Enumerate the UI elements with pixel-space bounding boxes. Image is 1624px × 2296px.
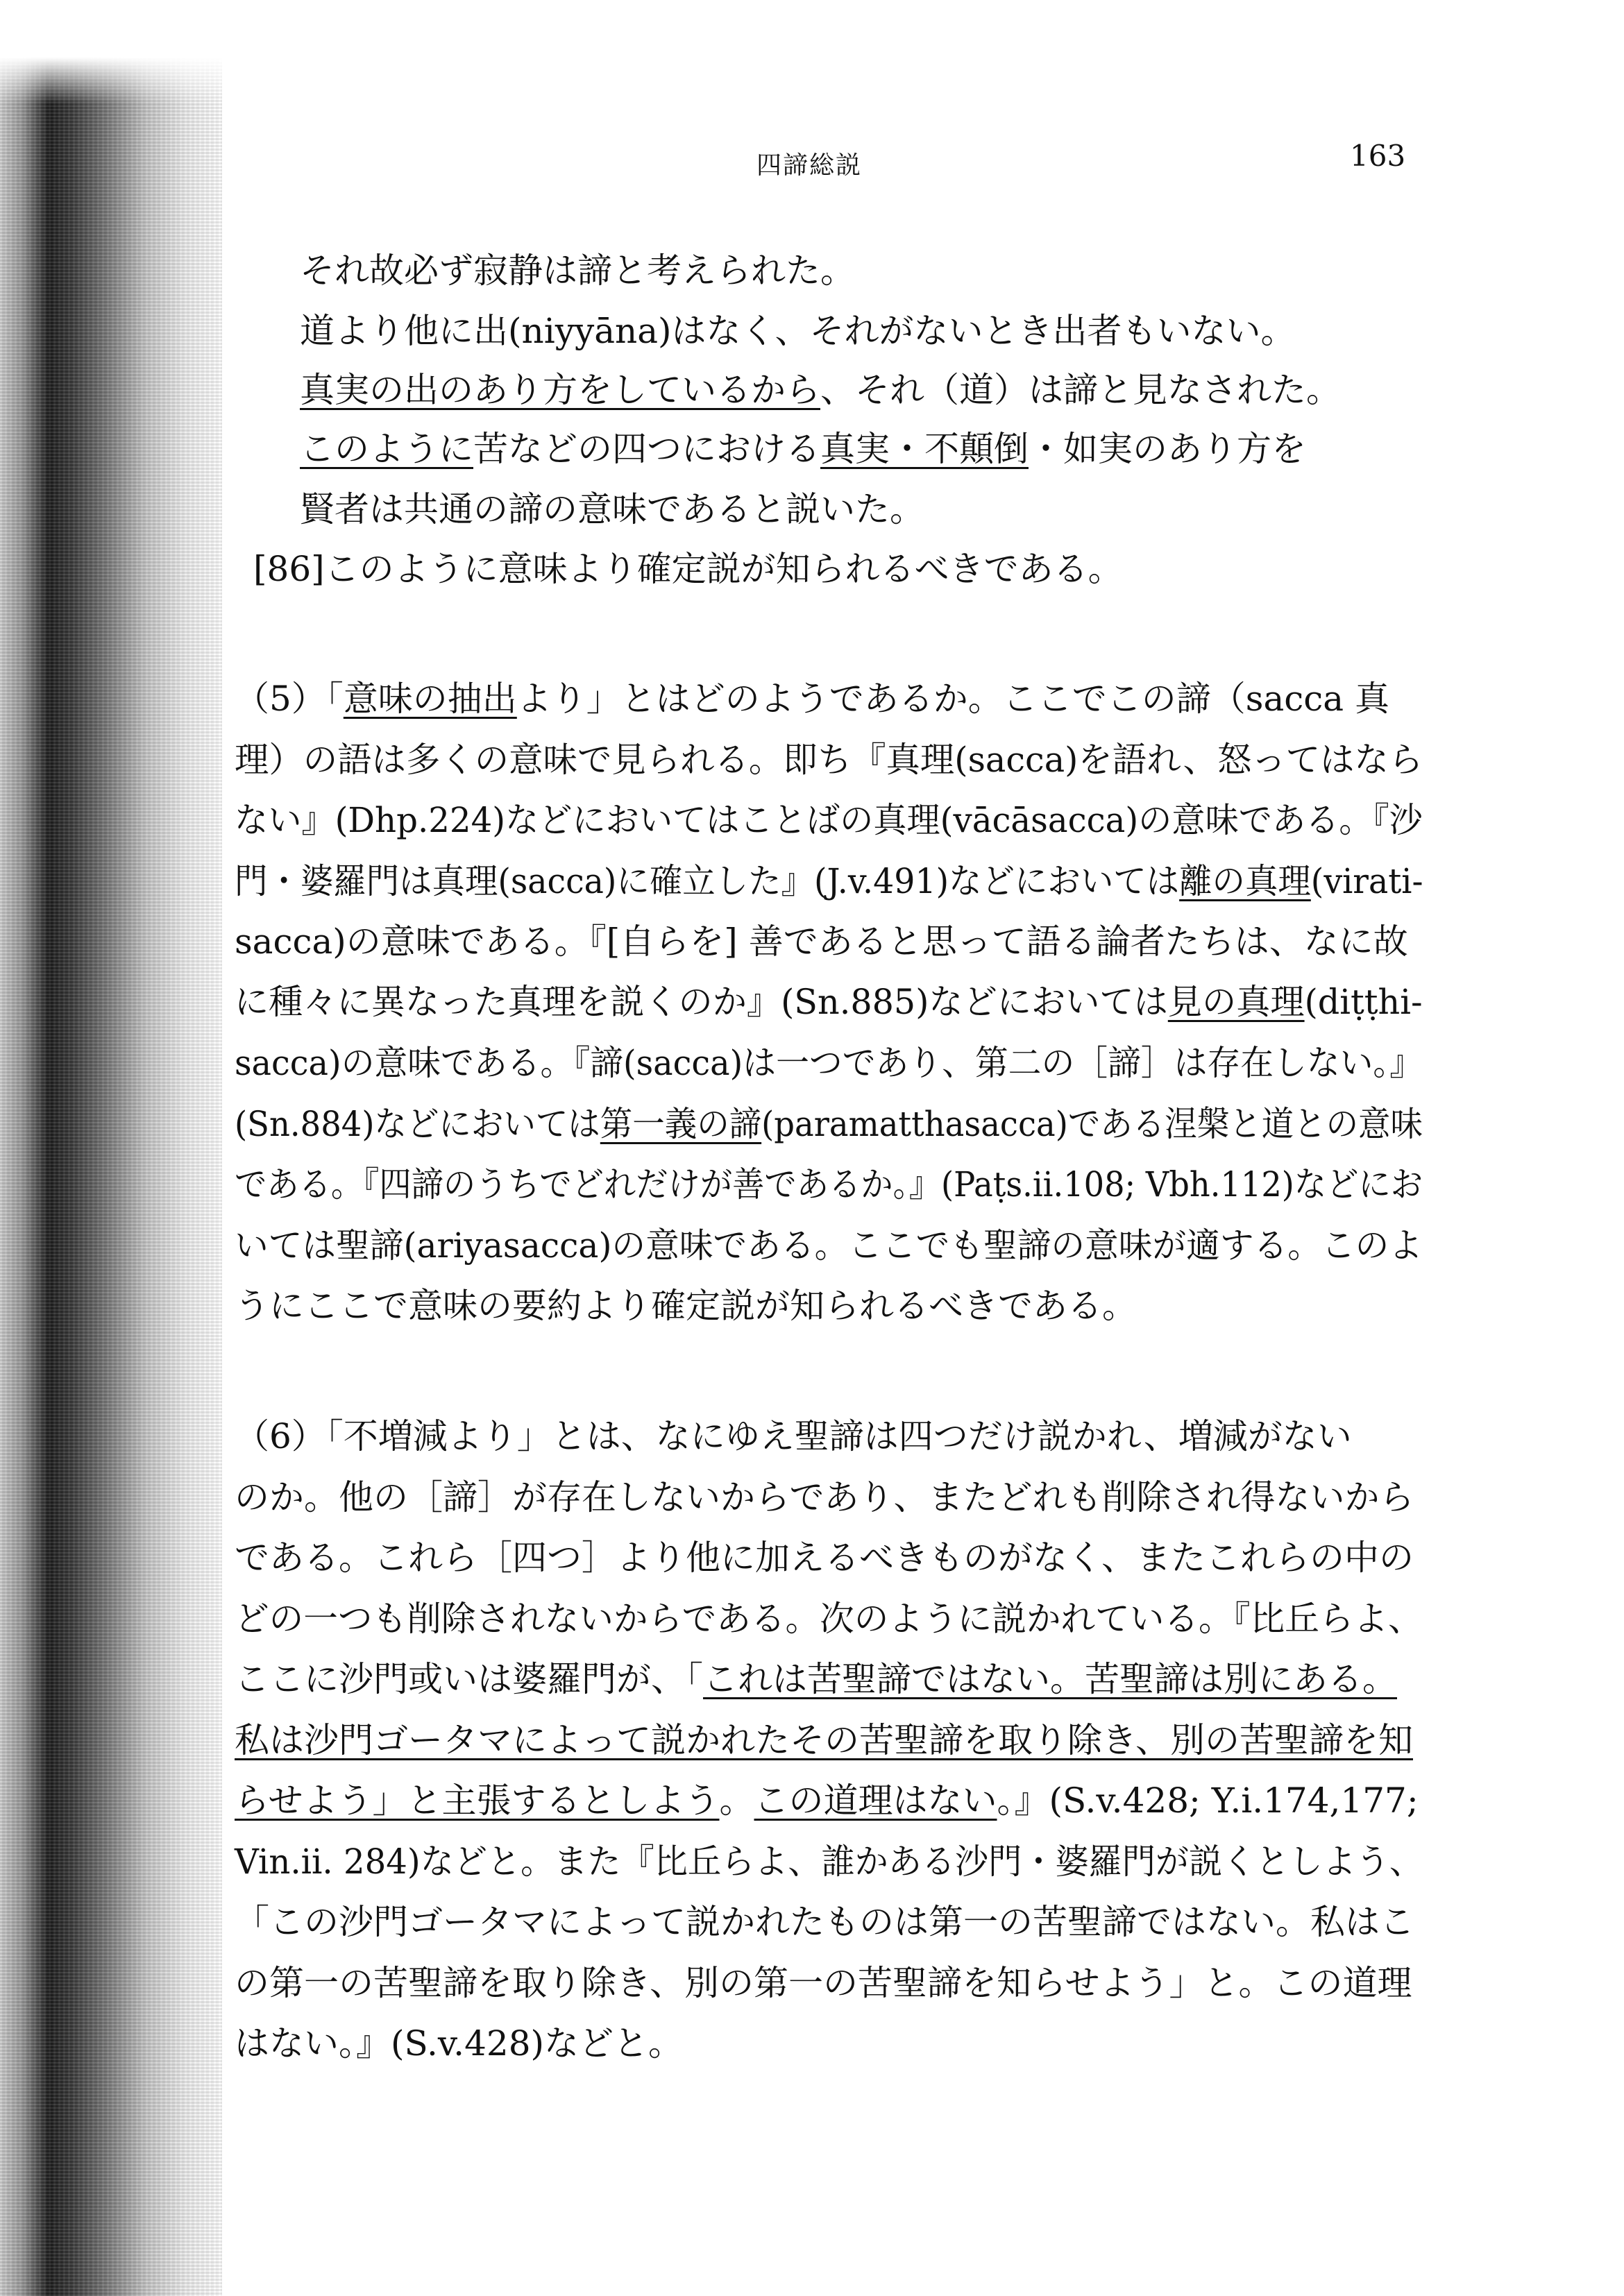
p5-text: (virati-: [1310, 861, 1423, 901]
p6-text: ここに沙門或いは婆羅門が、「: [235, 1659, 703, 1699]
p6-line-10: の第一の苦聖諦を取り除き、別の第一の苦聖諦を知らせよう」と。この道理: [235, 1963, 1412, 2003]
underlined-phrase: 私は沙門ゴータマによって説かれたその苦聖諦を取り除き、別の苦聖諦を知: [235, 1720, 1413, 1760]
p6-line-6: [235, 1719, 1413, 1761]
verse-text: ・如実のあり方を: [1029, 429, 1306, 469]
p6-line-7: [235, 1780, 1419, 1821]
binding-speckle: [0, 0, 222, 2296]
p6-text: 。: [719, 1780, 754, 1821]
p5-text: （5）「: [235, 679, 344, 719]
p5-line-3: ない』(Dhp.224)などにおいてはことばの真理(vācāsacca)の意味である。『沙: [235, 800, 1423, 840]
underlined-phrase: この道理はない: [754, 1780, 997, 1821]
verse-line-4: [300, 428, 1306, 470]
p5-line-1: [235, 678, 1389, 720]
p6-text: 。』(S.v.428; Y.i.174,177;: [997, 1780, 1419, 1821]
p5-line-11: うにここで意味の要約より確定説が知られるべきである。: [235, 1286, 1137, 1326]
p5-line-6: [235, 981, 1423, 1023]
underlined-phrase: らせよう」と主張するとしよう: [235, 1780, 720, 1821]
p6-line-5: [235, 1658, 1397, 1700]
underlined-phrase: 真実・不顛倒: [820, 429, 1029, 469]
p6-line-2: のか。他の［諦］が存在しないからであり、またどれも削除され得ないから: [235, 1477, 1414, 1517]
p6-line-4: どの一つも削除されないからである。次のように説かれている。『比丘らよ、: [235, 1599, 1423, 1639]
p5-line-9: である。『四諦のうちでどれだけが善であるか。』(Paṭs.ii.108; Vbh.112)などにお: [235, 1164, 1423, 1205]
underlined-phrase: 第一義の諦: [600, 1104, 762, 1144]
p5-line-2: 理）の語は多くの意味で見られる。即ち『真理(sacca)を語れ、怒ってはなら: [235, 740, 1423, 780]
underlined-phrase: 真実の出のあり方をしているから: [300, 370, 820, 410]
p5-text: (diṭṭhi-: [1304, 982, 1423, 1022]
underlined-phrase: これは苦聖諦ではない。苦聖諦は別にある。: [703, 1659, 1397, 1699]
p5-text: (paramatthasacca)である涅槃と道との意味: [761, 1104, 1423, 1144]
page-top-margin: [0, 0, 236, 104]
p5-line-8: [235, 1103, 1423, 1145]
p5-line-10: いては聖諦(ariyasacca)の意味である。ここでも聖諦の意味が適する。このよ: [235, 1225, 1423, 1266]
verse-line-2: 道より他に出(niyyāna)はなく、それがないとき出者もいない。: [300, 311, 1296, 351]
page-number: 163: [1350, 139, 1406, 173]
underlined-phrase: 離の真理: [1179, 861, 1311, 901]
underlined-phrase: 意味の抽出: [343, 679, 517, 719]
verse-text: 、それ（道）は諦と見なされた。: [820, 370, 1341, 410]
p5-text: に種々に異なった真理を説くのか』(Sn.885)などにおいては: [235, 982, 1168, 1022]
p5-line-5: sacca)の意味である。『[自らを] 善であると思って語る論者たちは、なに故: [235, 921, 1408, 962]
p6-line-11: はない。』(S.v.428)などと。: [235, 2023, 684, 2064]
p6-line-1: （6）「不増減より」とは、なにゆえ聖諦は四つだけ説かれ、増減がない: [235, 1416, 1352, 1456]
p6-line-9: 「この沙門ゴータマによって説かれたものは第一の苦聖諦ではない。私はこ: [235, 1902, 1414, 1942]
verse-line-5: 賢者は共通の諦の意味であると説いた。: [300, 489, 924, 529]
running-title: 四諦総説: [756, 151, 863, 180]
p6-line-8: Vin.ii. 284)などと。また『比丘らよ、誰かある沙門・婆羅門が説くとしよう、: [235, 1842, 1423, 1882]
verse-line-1: それ故必ず寂静は諦と考えられた。: [300, 250, 855, 291]
p6-line-3: である。これら［四つ］より他に加えるべきものがなく、またこれらの中の: [235, 1538, 1414, 1578]
p5-text: 門・婆羅門は真理(sacca)に確立した』(J.v.491)などにおいては: [235, 861, 1180, 901]
verse-line-3: [300, 369, 1341, 411]
p5-line-4: [235, 860, 1423, 902]
p5-text: より」とはどのようであるか。ここでこの諦（sacca 真: [516, 679, 1389, 719]
p5-line-7: sacca)の意味である。『諦(sacca)は一つであり、第二の［諦］は存在しない。』: [235, 1043, 1423, 1083]
underlined-phrase: 見の真理: [1167, 982, 1305, 1022]
verse-text: 苦などの四つにおける: [473, 429, 820, 469]
p5-text: (Sn.884)などにおいては: [235, 1104, 600, 1144]
verse-line-6: [86]このように意味より確定説が知られるべきである。: [253, 549, 1123, 589]
underlined-phrase: このように: [300, 429, 473, 469]
